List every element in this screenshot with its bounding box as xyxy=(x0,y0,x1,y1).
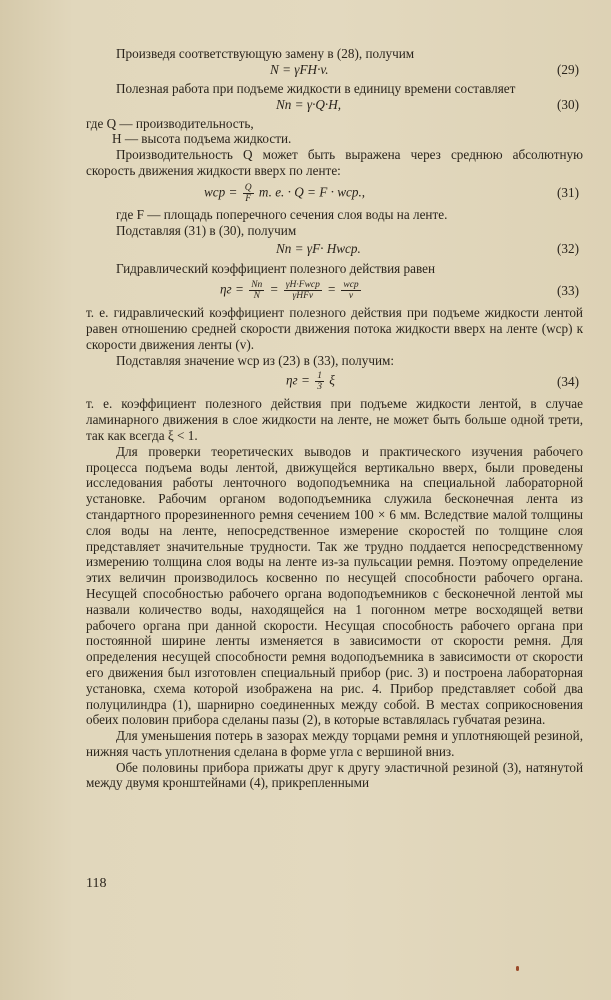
equation-number: (32) xyxy=(557,241,579,257)
formula: Nп = γ·Q·H, xyxy=(276,96,342,112)
text-line: где F — площадь поперечного сечения слоя воды на ленте. xyxy=(116,206,448,222)
paragraph: Производительность Q может быть выражена через среднюю абсолютную скорость движения жидкости вверх по ленте: xyxy=(86,147,583,178)
formula: Nп = γF· Hwср. xyxy=(276,241,361,257)
text-line: Произведя соответствующую замену в (28), получим xyxy=(116,46,415,61)
page-text xyxy=(86,46,583,791)
equation-30 xyxy=(86,97,583,116)
formula: N = γFH·v. xyxy=(270,61,329,77)
equation-number: (29) xyxy=(557,61,579,77)
page-number: 118 xyxy=(86,876,107,891)
paragraph: т. е. гидравлический коэффициент полезного действия при подъеме жидкости лентой равен отношению средней скорости движения потока жидкости вверх на ленте (wср) к скорости движения ленты (v). xyxy=(86,305,583,352)
paragraph: Для проверки теоретических выводов и практического изучения рабочего процесса подъема воды лентой, движущейся вертикально вверх, были проведены исследования работы ленточного водоподъемника на специальной лабораторной установке. Рабочим органом водоподъемника служила бесконечная лента из стандартного прорезиненного ремня сечением 100 × 6 мм. Вследствие малой толщины слоя воды на ленте, непосредственное измерение скоростей по толщине слоя представляет значительные трудности. Так же трудно поддается непосредственному измерению толщина слоя воды на ленте из-за пульсации ремня. Поэтому определение этих величин производилось косвенно по несущей способности рабочего органа. Несущей способностью рабочего органа водоподъемников с бесконечной лентой мы назвали количество воды, находящейся на 1 погонном метре восходящей ветви рабочего органа при данной скорости. Несущая способность рабочего органа при постоянной ширине ленты изменяется в зависимости от скорости ремня. Для определения несущей способности ремня водоподъемника в зависимости от скорости его движения был изготовлен специальный прибор (рис. 3) и построена лабораторная установка, схема которой изображена на рис. 4. Прибор представляет собой два полуцилиндра (1), шарнирно соединенных между собой. В местах соприкосновения обеих половин прибора сделаны пазы (2), в которые вставлялась губчатая резина. xyxy=(86,443,583,728)
fraction: $\frac{1}{3}$ xyxy=(317,371,322,393)
formula: ηг = $\frac{Nп}{N}$ = $\frac{\text{γH·Fwср}}{\text{γHFv}}$ = $\frac{\text{wср}}{v}$ xyxy=(220,280,359,302)
equation-31 xyxy=(86,179,583,207)
formula: wср = $\frac{Q}{F}$ т. е. · Q = F · wср., xyxy=(204,182,366,204)
text-line: Подставляя (31) в (30), получим xyxy=(116,222,297,238)
definition-line: H — высота подъема жидкости. xyxy=(112,131,292,147)
formula: ηг = $\frac{1}{3}$ ξ xyxy=(286,371,335,393)
paragraph: Для уменьшения потерь в зазорах между торцами ремня и уплотняющей резиной, нижняя часть уплотнения сделана в форме угла с вершиной вниз. xyxy=(86,728,583,759)
fraction: $\frac{\text{γH·Fwср}}{\text{γHFv}}$ xyxy=(285,280,320,302)
equation-33 xyxy=(86,277,583,305)
equation-29 xyxy=(86,62,583,81)
definition-line: где Q — производительность, xyxy=(86,115,254,131)
equation-number: (30) xyxy=(557,96,579,112)
paragraph: т. е. коэффициент полезного действия при подъеме жидкости лентой, в случае ламинарного движения в слое жидкости на ленте, не может быть больше одной трети, так как всегда ξ < 1. xyxy=(86,396,583,443)
fraction: $\frac{Q}{F}$ xyxy=(244,182,252,204)
paragraph: Полезная работа при подъеме жидкости в единицу времени составляет xyxy=(116,80,516,96)
text-line: Подставляя значение wср из (23) в (33), получим: xyxy=(116,352,395,368)
fraction: $\frac{Nп}{N}$ xyxy=(251,280,263,302)
equation-number: (33) xyxy=(557,283,579,299)
fraction: $\frac{\text{wср}}{v}$ xyxy=(343,280,359,302)
equation-number: (34) xyxy=(557,374,579,390)
equation-number: (31) xyxy=(557,184,579,200)
paper-stain xyxy=(516,966,519,971)
text-line: Гидравлический коэффициент полезного действия равен xyxy=(116,261,436,277)
equation-34 xyxy=(86,368,583,396)
paragraph: Обе половины прибора прижаты друг к другу эластичной резиной (3), натянутой между двумя кронштейнами (4), прикрепленными xyxy=(86,759,583,791)
equation-32 xyxy=(86,238,583,257)
